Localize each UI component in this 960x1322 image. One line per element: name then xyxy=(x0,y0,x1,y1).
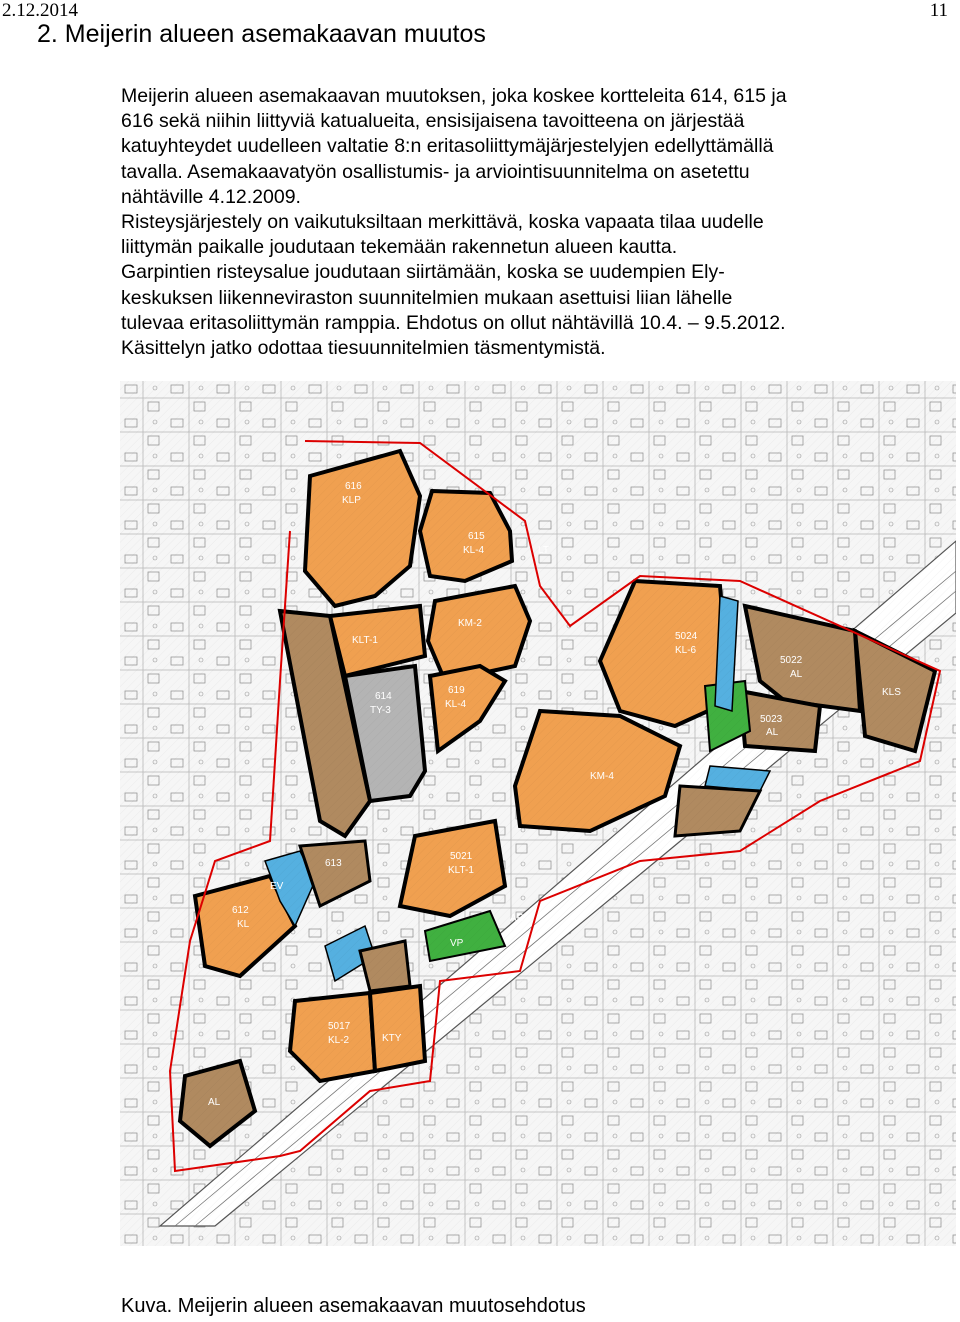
page-number: 11 xyxy=(929,0,948,21)
label-5017-use: KL-2 xyxy=(328,1035,350,1046)
body-line: tulevaa eritasoliittymän ramppia. Ehdotus on ollut nähtävillä 10.4. – 9.5.2012. xyxy=(121,311,786,334)
body-line: Meijerin alueen asemakaavan muutoksen, joka koskee kortteleita 614, 615 ja xyxy=(121,85,787,107)
body-line: katuyhteydet uudelleen valtatie 8:n eritasoliittymäjärjestelyjen edellyttämällä xyxy=(121,135,774,158)
label-kty: KTY xyxy=(382,1033,402,1044)
body-line: Käsittelyn jatko odottaa tiesuunnitelmien täsmentymistä. xyxy=(121,337,606,360)
label-5021-use: KLT-1 xyxy=(448,865,474,876)
label-615: 615 xyxy=(468,531,485,542)
label-614: 614 xyxy=(375,691,392,702)
body-line: tavalla. Asemakaavatyön osallistumis- ja arviointisuunnitelma on asetettu xyxy=(121,160,750,183)
zoning-plan-map xyxy=(120,381,956,1246)
label-ar: AR xyxy=(510,913,524,924)
label-612-use: KL xyxy=(237,919,250,930)
label-619: 619 xyxy=(448,685,465,696)
section-title: 2. Meijerin alueen asemakaavan muutos xyxy=(37,20,486,48)
label-vp: VP xyxy=(450,938,464,949)
label-616-use: KLP xyxy=(342,495,361,506)
label-5024-use: KL-6 xyxy=(675,645,697,656)
label-5021: 5021 xyxy=(450,851,473,862)
label-5022: 5022 xyxy=(780,655,803,666)
label-5024: 5024 xyxy=(675,631,698,642)
body-line: Risteysjärjestely on vaikutuksiltaan merkittävä, koska vapaata tilaa uudelle xyxy=(121,211,764,234)
header-date: 2.12.2014 xyxy=(2,0,78,21)
label-al: AL xyxy=(208,1097,221,1108)
body-line: Garpintien risteysalue joudutaan siirtämään, koska se uudempien Ely- xyxy=(121,261,725,284)
label-km4: KM-4 xyxy=(590,771,614,782)
label-klt1: KLT-1 xyxy=(352,635,378,646)
label-5023: 5023 xyxy=(760,714,783,725)
label-616: 616 xyxy=(345,481,362,492)
label-5022-use: AL xyxy=(790,669,803,680)
label-ev: EV xyxy=(270,881,284,892)
hatch-overlay xyxy=(120,381,956,1246)
label-613: 613 xyxy=(325,858,342,869)
label-614-use: TY-3 xyxy=(370,705,391,716)
figure-caption: Kuva. Meijerin alueen asemakaavan muutosehdotus xyxy=(121,1295,586,1317)
body-line: keskuksen liikenneviraston suunnitelmien mukaan asettuisi liian lähelle xyxy=(121,286,733,309)
label-612: 612 xyxy=(232,905,249,916)
label-km2: KM-2 xyxy=(458,618,482,629)
label-615-use: KL-4 xyxy=(463,545,485,556)
body-line: nähtäville 4.12.2009. xyxy=(121,185,301,208)
body-line: liittymän paikalle joudutaan tekemään rakennetun alueen kautta. xyxy=(121,236,678,259)
label-619-use: KL-4 xyxy=(445,699,467,710)
label-5023-use: AL xyxy=(766,727,779,738)
label-lt: LT xyxy=(538,545,549,556)
label-5017: 5017 xyxy=(328,1021,351,1032)
label-kls: KLS xyxy=(882,687,901,698)
body-line: 616 sekä niihin liittyviä katualueita, ensisijaisena tavoitteena on järjestää xyxy=(121,110,745,133)
body-text xyxy=(121,84,911,361)
